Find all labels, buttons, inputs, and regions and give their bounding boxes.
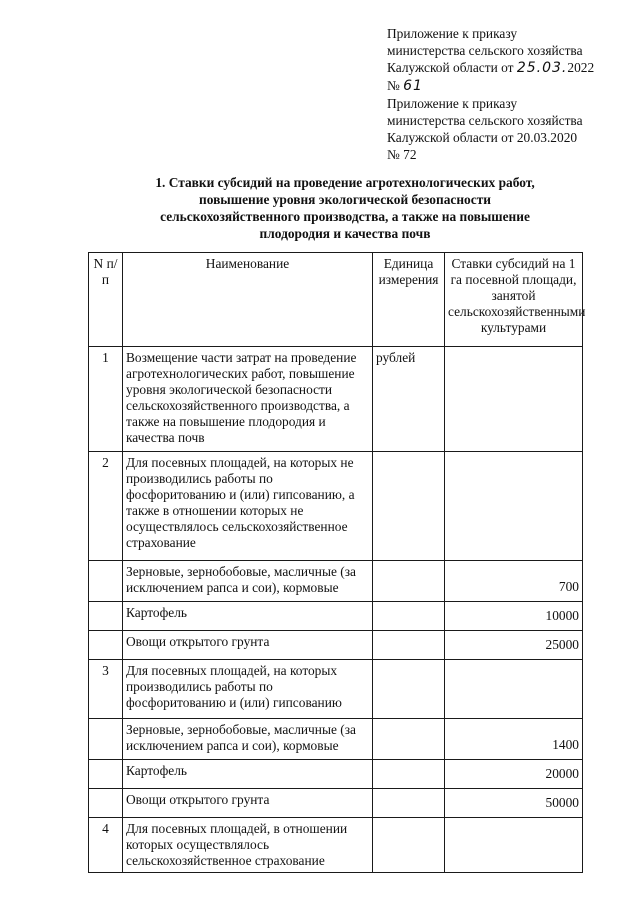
table-row (89, 602, 583, 631)
row-number: 4 (89, 818, 123, 873)
row-unit (373, 760, 445, 789)
row-number: 2 (89, 452, 123, 561)
handwritten-number: 61 (403, 78, 423, 94)
row-number: 3 (89, 660, 123, 719)
row-unit (373, 719, 445, 760)
table-row (89, 660, 583, 719)
row-rate: 1400 (445, 719, 583, 760)
row-unit: рублей (373, 347, 445, 452)
row-name: Картофель (123, 760, 373, 789)
table-row (89, 760, 583, 789)
table-body (89, 347, 583, 873)
header-line: министерства сельского хозяйства (387, 43, 583, 58)
row-unit (373, 602, 445, 631)
header-date-line: Калужской области от 25.03.2022 (387, 60, 595, 76)
row-rate: 700 (445, 561, 583, 602)
row-number (89, 760, 123, 789)
table-row (89, 818, 583, 873)
row-unit (373, 789, 445, 818)
header-number-line: № 61 (387, 78, 423, 94)
row-number (89, 631, 123, 660)
header-unit: Единица измерения (373, 253, 445, 347)
handwritten-date: 25.03. (516, 60, 568, 76)
row-name: Овощи открытого грунта (123, 789, 373, 818)
row-name: Для посевных площадей, на которых производились работы по фосфоритованию и (или) гипсованию (123, 660, 373, 719)
row-rate: 10000 (445, 602, 583, 631)
row-name: Картофель (123, 602, 373, 631)
table-row (89, 631, 583, 660)
row-rate (445, 452, 583, 561)
table-row (89, 347, 583, 452)
row-rate (445, 347, 583, 452)
row-rate (445, 818, 583, 873)
row-unit (373, 660, 445, 719)
header-rate: Ставки субсидий на 1 га посевной площади, занятой сельскохозяйственными культурами (445, 253, 583, 347)
header-line: министерства сельского хозяйства (387, 113, 583, 128)
row-rate: 50000 (445, 789, 583, 818)
row-unit (373, 818, 445, 873)
row-number (89, 561, 123, 602)
table-row (89, 452, 583, 561)
subsidy-rates-table (88, 252, 586, 873)
header-line: Калужской области от 20.03.2020 (387, 130, 578, 145)
row-number (89, 789, 123, 818)
row-name: Для посевных площадей, на которых не производились работы по фосфоритованию и (или) гипсованию, а также в отношении которых не осуществлялось сельскохозяйственное страхование (123, 452, 373, 561)
table-row (89, 789, 583, 818)
header-line: Приложение к приказу (387, 96, 518, 111)
row-name: Овощи открытого грунта (123, 631, 373, 660)
row-number: 1 (89, 347, 123, 452)
row-name: Зерновые, зернобобовые, масличные (за исключением рапса и сои), кормовые (123, 719, 373, 760)
header-name: Наименование (123, 253, 373, 347)
row-unit (373, 452, 445, 561)
table-header-row (89, 253, 583, 347)
row-name: Для посевных площадей, в отношении которых осуществлялось сельскохозяйственное страхование (123, 818, 373, 873)
row-rate: 20000 (445, 760, 583, 789)
table-row (89, 561, 583, 602)
row-unit (373, 631, 445, 660)
table-row (89, 719, 583, 760)
order-appendix-header (387, 25, 637, 163)
document-title: 1. Ставки субсидий на проведение агротехнологических работ, повышение уровня экологической безопасности сельскохозяйственного производства, а также на повышение плодородия и качества почв (155, 175, 535, 241)
header-num: N п/п (89, 253, 123, 347)
row-number (89, 602, 123, 631)
header-line: Приложение к приказу (387, 26, 518, 41)
row-rate: 25000 (445, 631, 583, 660)
row-name: Зерновые, зернобобовые, масличные (за исключением рапса и сои), кормовые (123, 561, 373, 602)
row-name: Возмещение части затрат на проведение агротехнологических работ, повышение уровня экологической безопасности сельскохозяйственного производства, а также на повышение плодородия и качества почв (123, 347, 373, 452)
row-unit (373, 561, 445, 602)
header-line: № 72 (387, 147, 417, 162)
row-rate (445, 660, 583, 719)
row-number (89, 719, 123, 760)
